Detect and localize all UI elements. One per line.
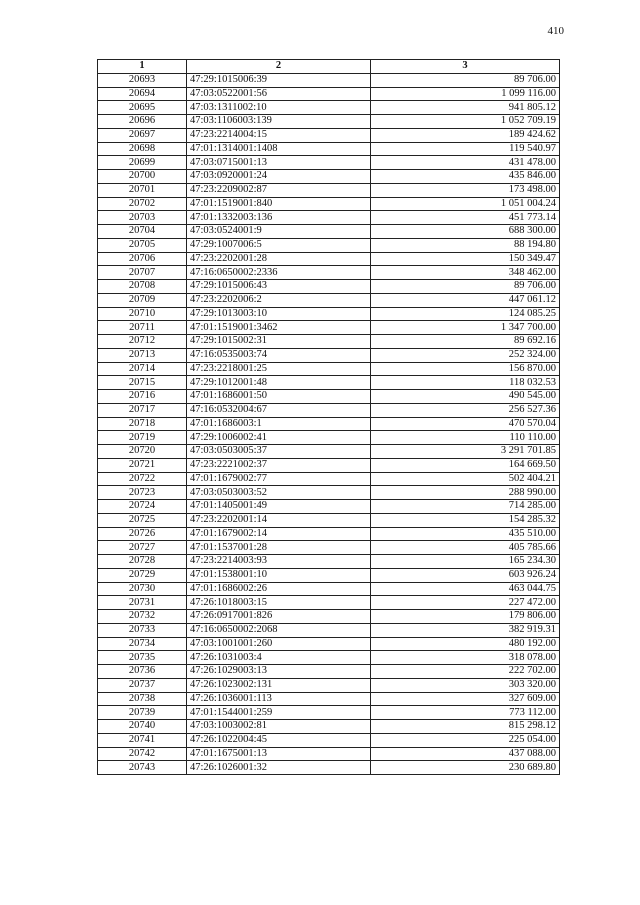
row-number-cell: 20742 bbox=[98, 747, 187, 761]
row-number-cell: 20737 bbox=[98, 678, 187, 692]
value-cell: 815 298.12 bbox=[371, 720, 560, 734]
row-number-cell: 20725 bbox=[98, 513, 187, 527]
cadastral-number-cell: 47:29:1012001:48 bbox=[187, 376, 371, 390]
row-number-cell: 20715 bbox=[98, 376, 187, 390]
table-row bbox=[98, 73, 560, 87]
table-row bbox=[98, 747, 560, 761]
table-row bbox=[98, 651, 560, 665]
row-number-cell: 20722 bbox=[98, 472, 187, 486]
value-cell: 156 870.00 bbox=[371, 362, 560, 376]
cadastral-number-cell: 47:01:1519001:3462 bbox=[187, 321, 371, 335]
row-number-cell: 20712 bbox=[98, 335, 187, 349]
table-row bbox=[98, 623, 560, 637]
table-row bbox=[98, 376, 560, 390]
row-number-cell: 20716 bbox=[98, 390, 187, 404]
table-row bbox=[98, 307, 560, 321]
row-number-cell: 20702 bbox=[98, 197, 187, 211]
value-cell: 490 545.00 bbox=[371, 390, 560, 404]
table-row bbox=[98, 335, 560, 349]
cadastral-number-cell: 47:03:0920001:24 bbox=[187, 170, 371, 184]
row-number-cell: 20731 bbox=[98, 596, 187, 610]
value-cell: 110 110.00 bbox=[371, 431, 560, 445]
cadastral-number-cell: 47:16:0532004:67 bbox=[187, 403, 371, 417]
table-row bbox=[98, 527, 560, 541]
cadastral-number-cell: 47:23:2202006:2 bbox=[187, 293, 371, 307]
table-row bbox=[98, 252, 560, 266]
row-number-cell: 20741 bbox=[98, 733, 187, 747]
table-row bbox=[98, 637, 560, 651]
row-number-cell: 20694 bbox=[98, 87, 187, 101]
value-cell: 3 291 701.85 bbox=[371, 445, 560, 459]
cadastral-number-cell: 47:26:0917001:826 bbox=[187, 610, 371, 624]
value-cell: 119 540.97 bbox=[371, 142, 560, 156]
value-cell: 89 706.00 bbox=[371, 280, 560, 294]
row-number-cell: 20704 bbox=[98, 225, 187, 239]
cadastral-number-cell: 47:01:1314001:1408 bbox=[187, 142, 371, 156]
value-cell: 435 846.00 bbox=[371, 170, 560, 184]
value-cell: 88 194.80 bbox=[371, 238, 560, 252]
value-cell: 288 990.00 bbox=[371, 486, 560, 500]
row-number-cell: 20730 bbox=[98, 582, 187, 596]
cadastral-number-cell: 47:16:0650002:2336 bbox=[187, 266, 371, 280]
cadastral-number-cell: 47:01:1686002:26 bbox=[187, 582, 371, 596]
value-cell: 227 472.00 bbox=[371, 596, 560, 610]
value-cell: 470 570.04 bbox=[371, 417, 560, 431]
value-cell: 463 044.75 bbox=[371, 582, 560, 596]
cadastral-number-cell: 47:29:1015002:31 bbox=[187, 335, 371, 349]
table-row bbox=[98, 348, 560, 362]
value-cell: 327 609.00 bbox=[371, 692, 560, 706]
value-cell: 1 052 709.19 bbox=[371, 115, 560, 129]
cadastral-number-cell: 47:23:2202001:14 bbox=[187, 513, 371, 527]
cadastral-number-cell: 47:26:1029003:13 bbox=[187, 665, 371, 679]
row-number-cell: 20713 bbox=[98, 348, 187, 362]
cadastral-number-cell: 47:29:1015006:43 bbox=[187, 280, 371, 294]
cadastral-number-cell: 47:03:0522001:56 bbox=[187, 87, 371, 101]
row-number-cell: 20726 bbox=[98, 527, 187, 541]
table-row bbox=[98, 541, 560, 555]
row-number-cell: 20724 bbox=[98, 500, 187, 514]
row-number-cell: 20718 bbox=[98, 417, 187, 431]
value-cell: 941 805.12 bbox=[371, 101, 560, 115]
row-number-cell: 20709 bbox=[98, 293, 187, 307]
row-number-cell: 20711 bbox=[98, 321, 187, 335]
value-cell: 318 078.00 bbox=[371, 651, 560, 665]
value-cell: 451 773.14 bbox=[371, 211, 560, 225]
value-cell: 437 088.00 bbox=[371, 747, 560, 761]
table-row bbox=[98, 582, 560, 596]
cadastral-number-cell: 47:01:1332003:136 bbox=[187, 211, 371, 225]
table-row bbox=[98, 555, 560, 569]
row-number-cell: 20699 bbox=[98, 156, 187, 170]
table-row bbox=[98, 610, 560, 624]
table-row bbox=[98, 101, 560, 115]
row-number-cell: 20735 bbox=[98, 651, 187, 665]
table-row bbox=[98, 183, 560, 197]
row-number-cell: 20729 bbox=[98, 568, 187, 582]
table-row bbox=[98, 733, 560, 747]
row-number-cell: 20721 bbox=[98, 458, 187, 472]
row-number-cell: 20708 bbox=[98, 280, 187, 294]
row-number-cell: 20717 bbox=[98, 403, 187, 417]
registry-table bbox=[97, 59, 560, 775]
table-row bbox=[98, 293, 560, 307]
row-number-cell: 20714 bbox=[98, 362, 187, 376]
row-number-cell: 20732 bbox=[98, 610, 187, 624]
table-row bbox=[98, 170, 560, 184]
cadastral-number-cell: 47:23:2209002:87 bbox=[187, 183, 371, 197]
cadastral-number-cell: 47:01:1675001:13 bbox=[187, 747, 371, 761]
cadastral-number-cell: 47:01:1537001:28 bbox=[187, 541, 371, 555]
table-row bbox=[98, 568, 560, 582]
table-row bbox=[98, 486, 560, 500]
value-cell: 303 320.00 bbox=[371, 678, 560, 692]
cadastral-number-cell: 47:23:2202001:28 bbox=[187, 252, 371, 266]
cadastral-number-cell: 47:23:2214003:93 bbox=[187, 555, 371, 569]
value-cell: 405 785.66 bbox=[371, 541, 560, 555]
value-cell: 502 404.21 bbox=[371, 472, 560, 486]
value-cell: 1 051 004.24 bbox=[371, 197, 560, 211]
value-cell: 124 085.25 bbox=[371, 307, 560, 321]
cadastral-number-cell: 47:03:0503003:52 bbox=[187, 486, 371, 500]
table-row bbox=[98, 321, 560, 335]
row-number-cell: 20693 bbox=[98, 73, 187, 87]
cadastral-number-cell: 47:01:1405001:49 bbox=[187, 500, 371, 514]
value-cell: 150 349.47 bbox=[371, 252, 560, 266]
table-row bbox=[98, 128, 560, 142]
row-number-cell: 20739 bbox=[98, 706, 187, 720]
cadastral-number-cell: 47:23:2221002:37 bbox=[187, 458, 371, 472]
value-cell: 480 192.00 bbox=[371, 637, 560, 651]
table-row bbox=[98, 115, 560, 129]
cadastral-number-cell: 47:03:1003002:81 bbox=[187, 720, 371, 734]
value-cell: 164 669.50 bbox=[371, 458, 560, 472]
value-cell: 225 054.00 bbox=[371, 733, 560, 747]
cadastral-number-cell: 47:29:1015006:39 bbox=[187, 73, 371, 87]
row-number-cell: 20696 bbox=[98, 115, 187, 129]
column-header-3: 3 bbox=[371, 60, 560, 74]
cadastral-number-cell: 47:03:1311002:10 bbox=[187, 101, 371, 115]
row-number-cell: 20707 bbox=[98, 266, 187, 280]
table-body bbox=[98, 73, 560, 774]
cadastral-number-cell: 47:01:1538001:10 bbox=[187, 568, 371, 582]
cadastral-number-cell: 47:03:0715001:13 bbox=[187, 156, 371, 170]
value-cell: 1 099 116.00 bbox=[371, 87, 560, 101]
cadastral-number-cell: 47:26:1036001:113 bbox=[187, 692, 371, 706]
cadastral-number-cell: 47:23:2214004:15 bbox=[187, 128, 371, 142]
table-row bbox=[98, 665, 560, 679]
cadastral-number-cell: 47:01:1679002:77 bbox=[187, 472, 371, 486]
value-cell: 382 919.31 bbox=[371, 623, 560, 637]
row-number-cell: 20719 bbox=[98, 431, 187, 445]
cadastral-number-cell: 47:26:1031003:4 bbox=[187, 651, 371, 665]
value-cell: 230 689.80 bbox=[371, 761, 560, 775]
value-cell: 714 285.00 bbox=[371, 500, 560, 514]
row-number-cell: 20705 bbox=[98, 238, 187, 252]
cadastral-number-cell: 47:01:1686001:50 bbox=[187, 390, 371, 404]
cadastral-number-cell: 47:26:1023002:131 bbox=[187, 678, 371, 692]
cadastral-number-cell: 47:26:1018003:15 bbox=[187, 596, 371, 610]
cadastral-number-cell: 47:03:0524001:9 bbox=[187, 225, 371, 239]
value-cell: 603 926.24 bbox=[371, 568, 560, 582]
value-cell: 89 706.00 bbox=[371, 73, 560, 87]
table-row bbox=[98, 458, 560, 472]
page-number: 410 bbox=[547, 25, 564, 37]
table-row bbox=[98, 417, 560, 431]
value-cell: 431 478.00 bbox=[371, 156, 560, 170]
table-row bbox=[98, 211, 560, 225]
table-row bbox=[98, 197, 560, 211]
value-cell: 435 510.00 bbox=[371, 527, 560, 541]
row-number-cell: 20723 bbox=[98, 486, 187, 500]
value-cell: 688 300.00 bbox=[371, 225, 560, 239]
row-number-cell: 20736 bbox=[98, 665, 187, 679]
row-number-cell: 20698 bbox=[98, 142, 187, 156]
value-cell: 348 462.00 bbox=[371, 266, 560, 280]
value-cell: 447 061.12 bbox=[371, 293, 560, 307]
column-header-1: 1 bbox=[98, 60, 187, 74]
value-cell: 89 692.16 bbox=[371, 335, 560, 349]
table-row bbox=[98, 156, 560, 170]
value-cell: 1 347 700.00 bbox=[371, 321, 560, 335]
table-row bbox=[98, 720, 560, 734]
row-number-cell: 20703 bbox=[98, 211, 187, 225]
cadastral-number-cell: 47:01:1679002:14 bbox=[187, 527, 371, 541]
cadastral-number-cell: 47:23:2218001:25 bbox=[187, 362, 371, 376]
cadastral-number-cell: 47:26:1026001:32 bbox=[187, 761, 371, 775]
value-cell: 173 498.00 bbox=[371, 183, 560, 197]
row-number-cell: 20740 bbox=[98, 720, 187, 734]
table-row bbox=[98, 445, 560, 459]
cadastral-number-cell: 47:16:0535003:74 bbox=[187, 348, 371, 362]
table-row bbox=[98, 390, 560, 404]
value-cell: 773 112.00 bbox=[371, 706, 560, 720]
cadastral-number-cell: 47:29:1013003:10 bbox=[187, 307, 371, 321]
table-row bbox=[98, 678, 560, 692]
table-row bbox=[98, 403, 560, 417]
table-row bbox=[98, 280, 560, 294]
cadastral-number-cell: 47:03:0503005:37 bbox=[187, 445, 371, 459]
table-row bbox=[98, 706, 560, 720]
cadastral-number-cell: 47:29:1006002:41 bbox=[187, 431, 371, 445]
value-cell: 189 424.62 bbox=[371, 128, 560, 142]
row-number-cell: 20710 bbox=[98, 307, 187, 321]
value-cell: 165 234.30 bbox=[371, 555, 560, 569]
cadastral-number-cell: 47:01:1544001:259 bbox=[187, 706, 371, 720]
value-cell: 222 702.00 bbox=[371, 665, 560, 679]
table-row bbox=[98, 500, 560, 514]
row-number-cell: 20697 bbox=[98, 128, 187, 142]
header-row bbox=[98, 60, 560, 74]
row-number-cell: 20728 bbox=[98, 555, 187, 569]
value-cell: 154 285.32 bbox=[371, 513, 560, 527]
table-header bbox=[98, 60, 560, 74]
cadastral-number-cell: 47:26:1022004:45 bbox=[187, 733, 371, 747]
table-row bbox=[98, 761, 560, 775]
cadastral-number-cell: 47:16:0650002:2068 bbox=[187, 623, 371, 637]
row-number-cell: 20727 bbox=[98, 541, 187, 555]
table-row bbox=[98, 472, 560, 486]
table-row bbox=[98, 238, 560, 252]
value-cell: 252 324.00 bbox=[371, 348, 560, 362]
row-number-cell: 20720 bbox=[98, 445, 187, 459]
table-row bbox=[98, 513, 560, 527]
table-row bbox=[98, 596, 560, 610]
column-header-2: 2 bbox=[187, 60, 371, 74]
row-number-cell: 20706 bbox=[98, 252, 187, 266]
row-number-cell: 20733 bbox=[98, 623, 187, 637]
table-row bbox=[98, 142, 560, 156]
value-cell: 256 527.36 bbox=[371, 403, 560, 417]
cadastral-number-cell: 47:01:1519001:840 bbox=[187, 197, 371, 211]
table-row bbox=[98, 692, 560, 706]
table-row bbox=[98, 87, 560, 101]
cadastral-number-cell: 47:03:1106003:139 bbox=[187, 115, 371, 129]
table-row bbox=[98, 431, 560, 445]
value-cell: 118 032.53 bbox=[371, 376, 560, 390]
table-row bbox=[98, 362, 560, 376]
cadastral-number-cell: 47:01:1686003:1 bbox=[187, 417, 371, 431]
value-cell: 179 806.00 bbox=[371, 610, 560, 624]
row-number-cell: 20701 bbox=[98, 183, 187, 197]
row-number-cell: 20695 bbox=[98, 101, 187, 115]
table-row bbox=[98, 266, 560, 280]
row-number-cell: 20700 bbox=[98, 170, 187, 184]
row-number-cell: 20734 bbox=[98, 637, 187, 651]
row-number-cell: 20743 bbox=[98, 761, 187, 775]
table-row bbox=[98, 225, 560, 239]
cadastral-number-cell: 47:29:1007006:5 bbox=[187, 238, 371, 252]
cadastral-number-cell: 47:03:1001001:260 bbox=[187, 637, 371, 651]
row-number-cell: 20738 bbox=[98, 692, 187, 706]
